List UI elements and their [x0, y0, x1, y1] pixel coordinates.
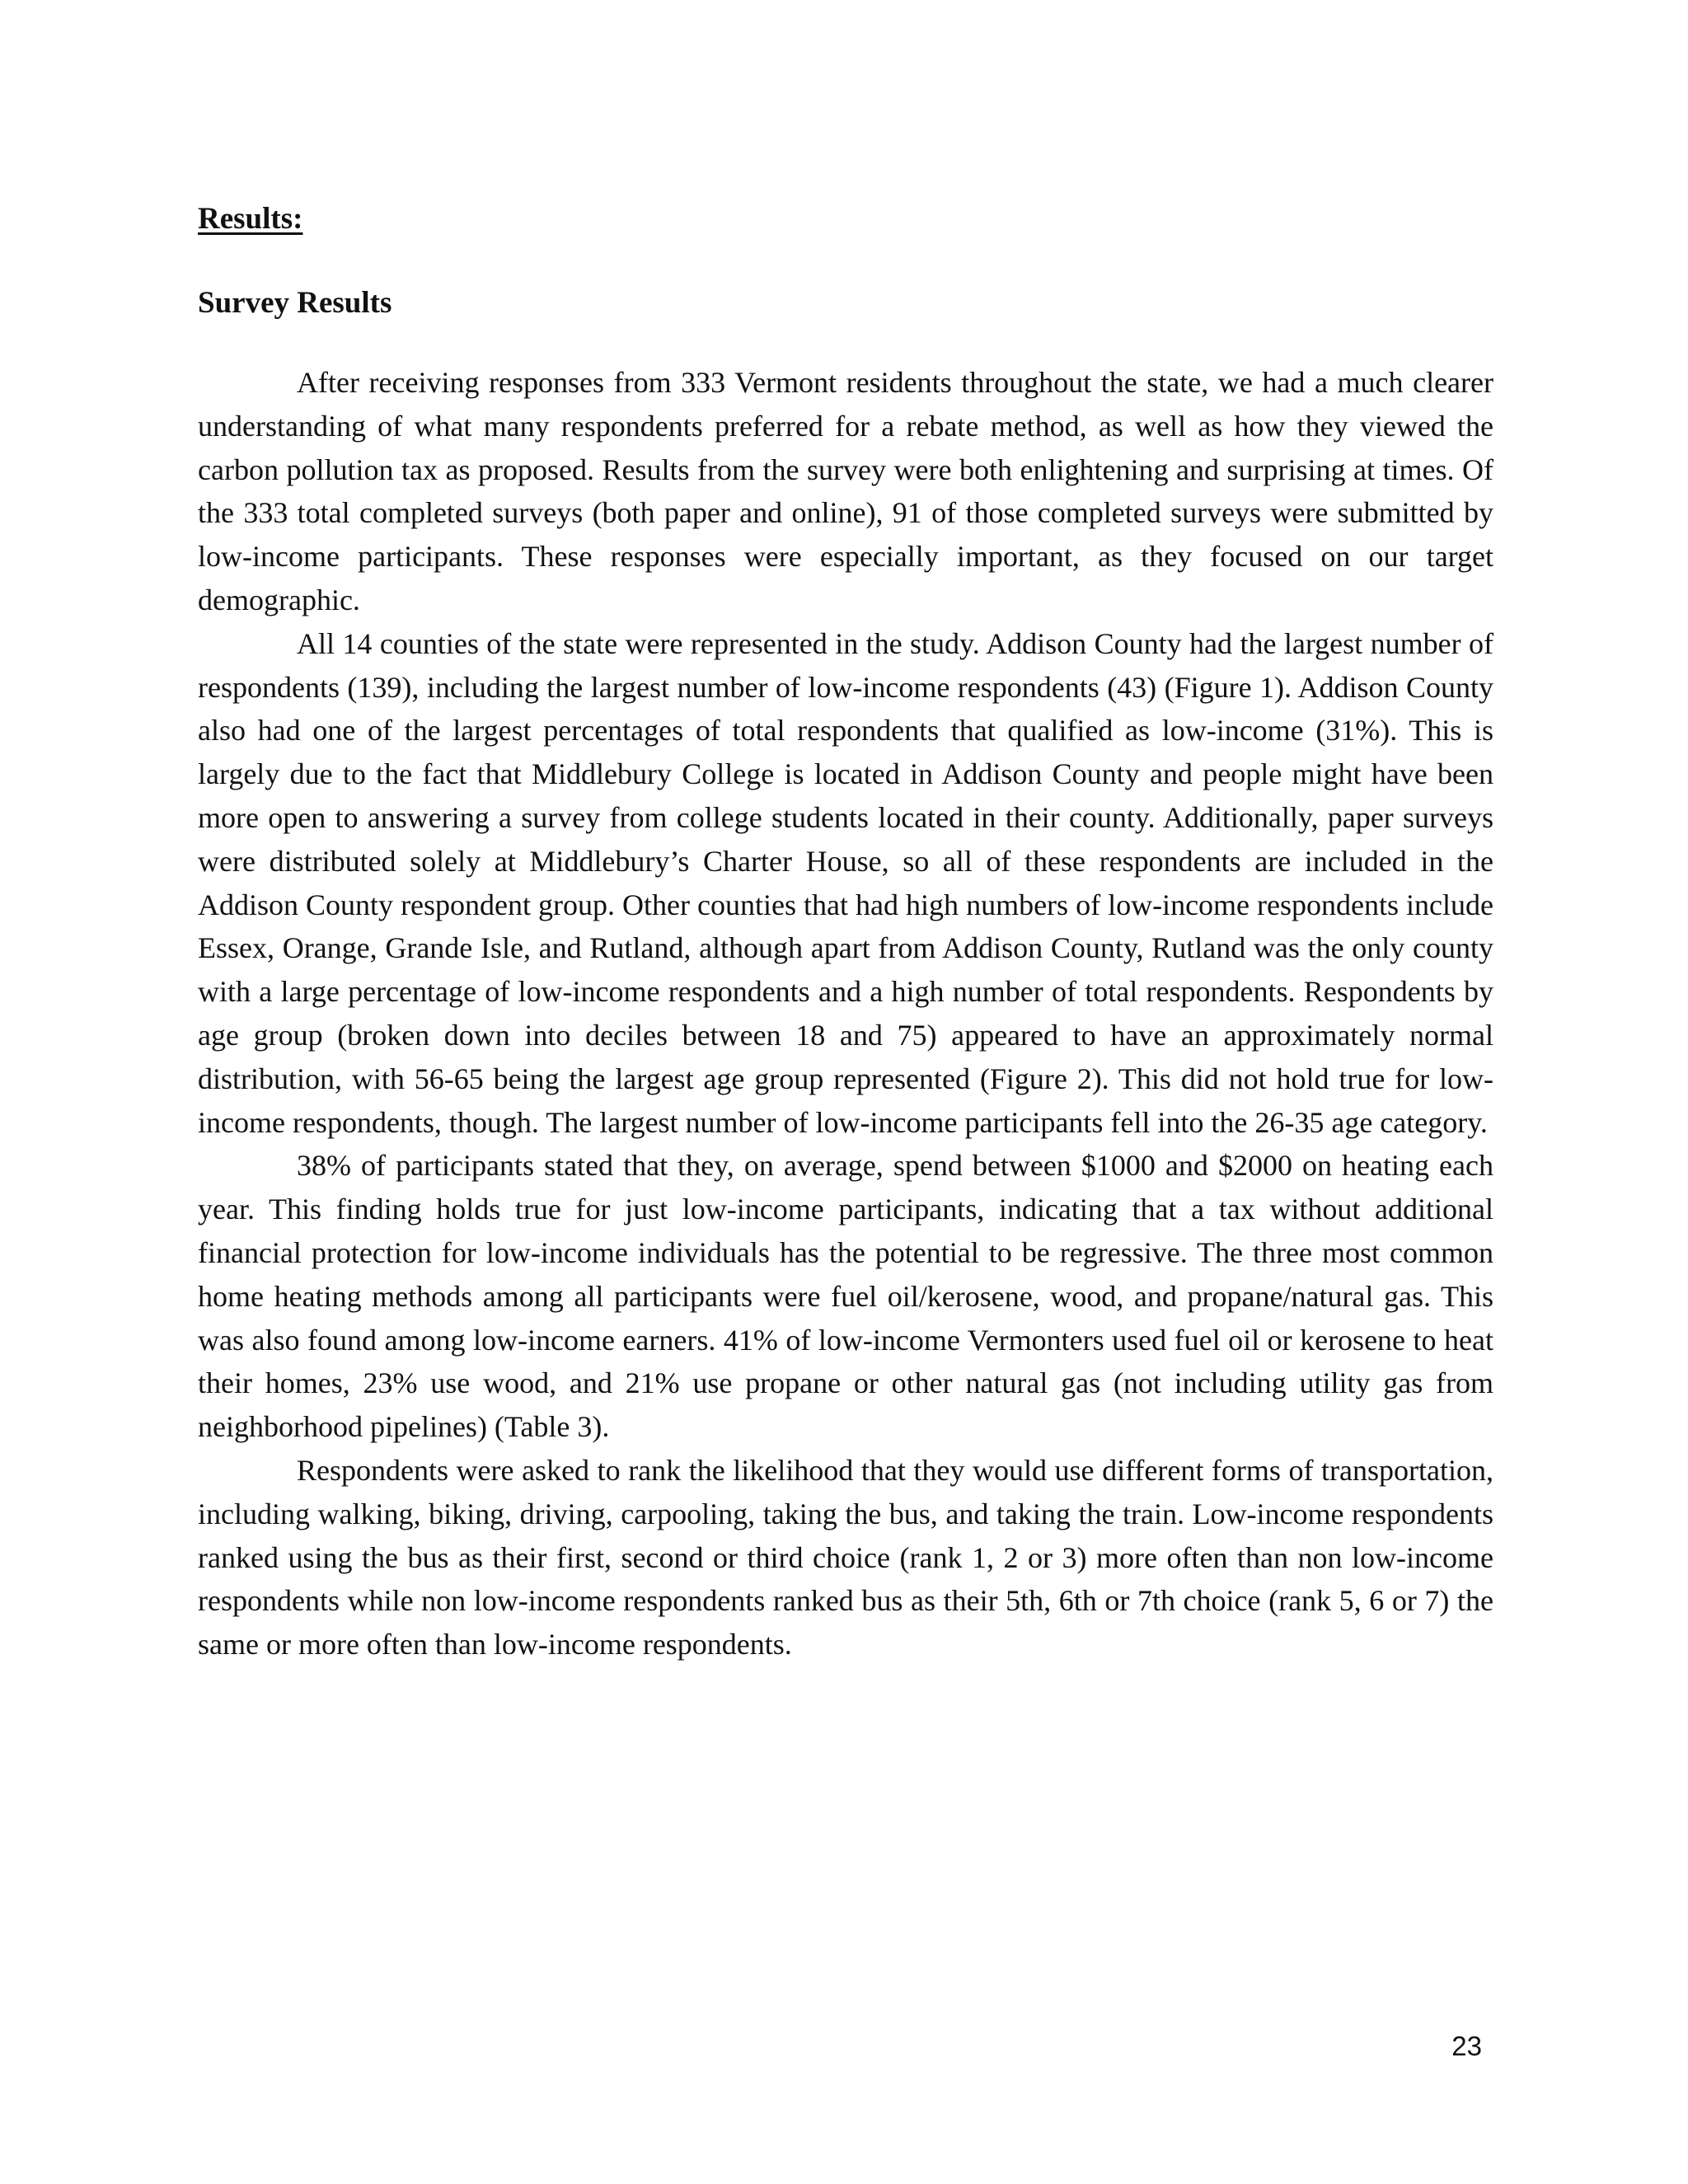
body-text [198, 361, 1493, 1666]
paragraph: All 14 counties of the state were represented in the study. Addison County had the largest number of respondents (139), including the largest number of low-income respondents (43) (Figure 1). Addison County also had one of the largest percentages of total respondents that qualified as low-income (31%). This is largely due to the fact that Middlebury College is located in Addison County and people might have been more open to answering a survey from college students located in their county. Additionally, paper surveys were distributed solely at Middlebury’s Charter House, so all of these respondents are included in the Addison County respondent group. Other counties that had high numbers of low-income respondents include Essex, Orange, Grande Isle, and Rutland, although apart from Addison County, Rutland was the only county with a large percentage of low-income respondents and a high number of total respondents. Respondents by age group (broken down into deciles between 18 and 75) appeared to have an approximately normal distribution, with 56-65 being the largest age group represented (Figure 2). This did not hold true for low-income respondents, though. The largest number of low-income participants fell into the 26-35 age category. [198, 626, 1493, 1139]
paragraph: Respondents were asked to rank the likelihood that they would use different forms of transportation, including walking, biking, driving, carpooling, taking the bus, and taking the train. Low-income respondents ranked using the bus as their first, second or third choice (rank 1, 2 or 3) more often than non low-income respondents while non low-income respondents ranked bus as their 5th, 6th or 7th choice (rank 5, 6 or 7) the same or more often than low-income respondents. [198, 1453, 1493, 1661]
paragraph: 38% of participants stated that they, on average, spend between $1000 and $2000 on heating each year. This finding holds true for just low-income participants, indicating that a tax without additional financial protection for low-income individuals has the potential to be regressive. The three most common home heating methods among all participants were fuel oil/kerosene, wood, and propane/natural gas. This was also found among low-income earners. 41% of low-income Vermonters used fuel oil or kerosene to heat their homes, 23% use wood, and 21% use propane or other natural gas (not including utility gas from neighborhood pipelines) (Table 3). [198, 1149, 1493, 1444]
paragraph: After receiving responses from 333 Vermont residents throughout the state, we had a much clearer understanding of what many respondents preferred for a rebate method, as well as how they viewed the carbon pollution tax as proposed. Results from the survey were both enlightening and surprising at times. Of the 333 total completed surveys (both paper and online), 91 of those completed surveys were submitted by low-income participants. These responses were especially important, as they focused on our target demographic. [198, 366, 1493, 616]
sub-heading: Survey Results [198, 286, 392, 320]
section-heading: Results: [198, 202, 303, 236]
page-number: 23 [1451, 2031, 1482, 2061]
document-page [198, 194, 1493, 1666]
